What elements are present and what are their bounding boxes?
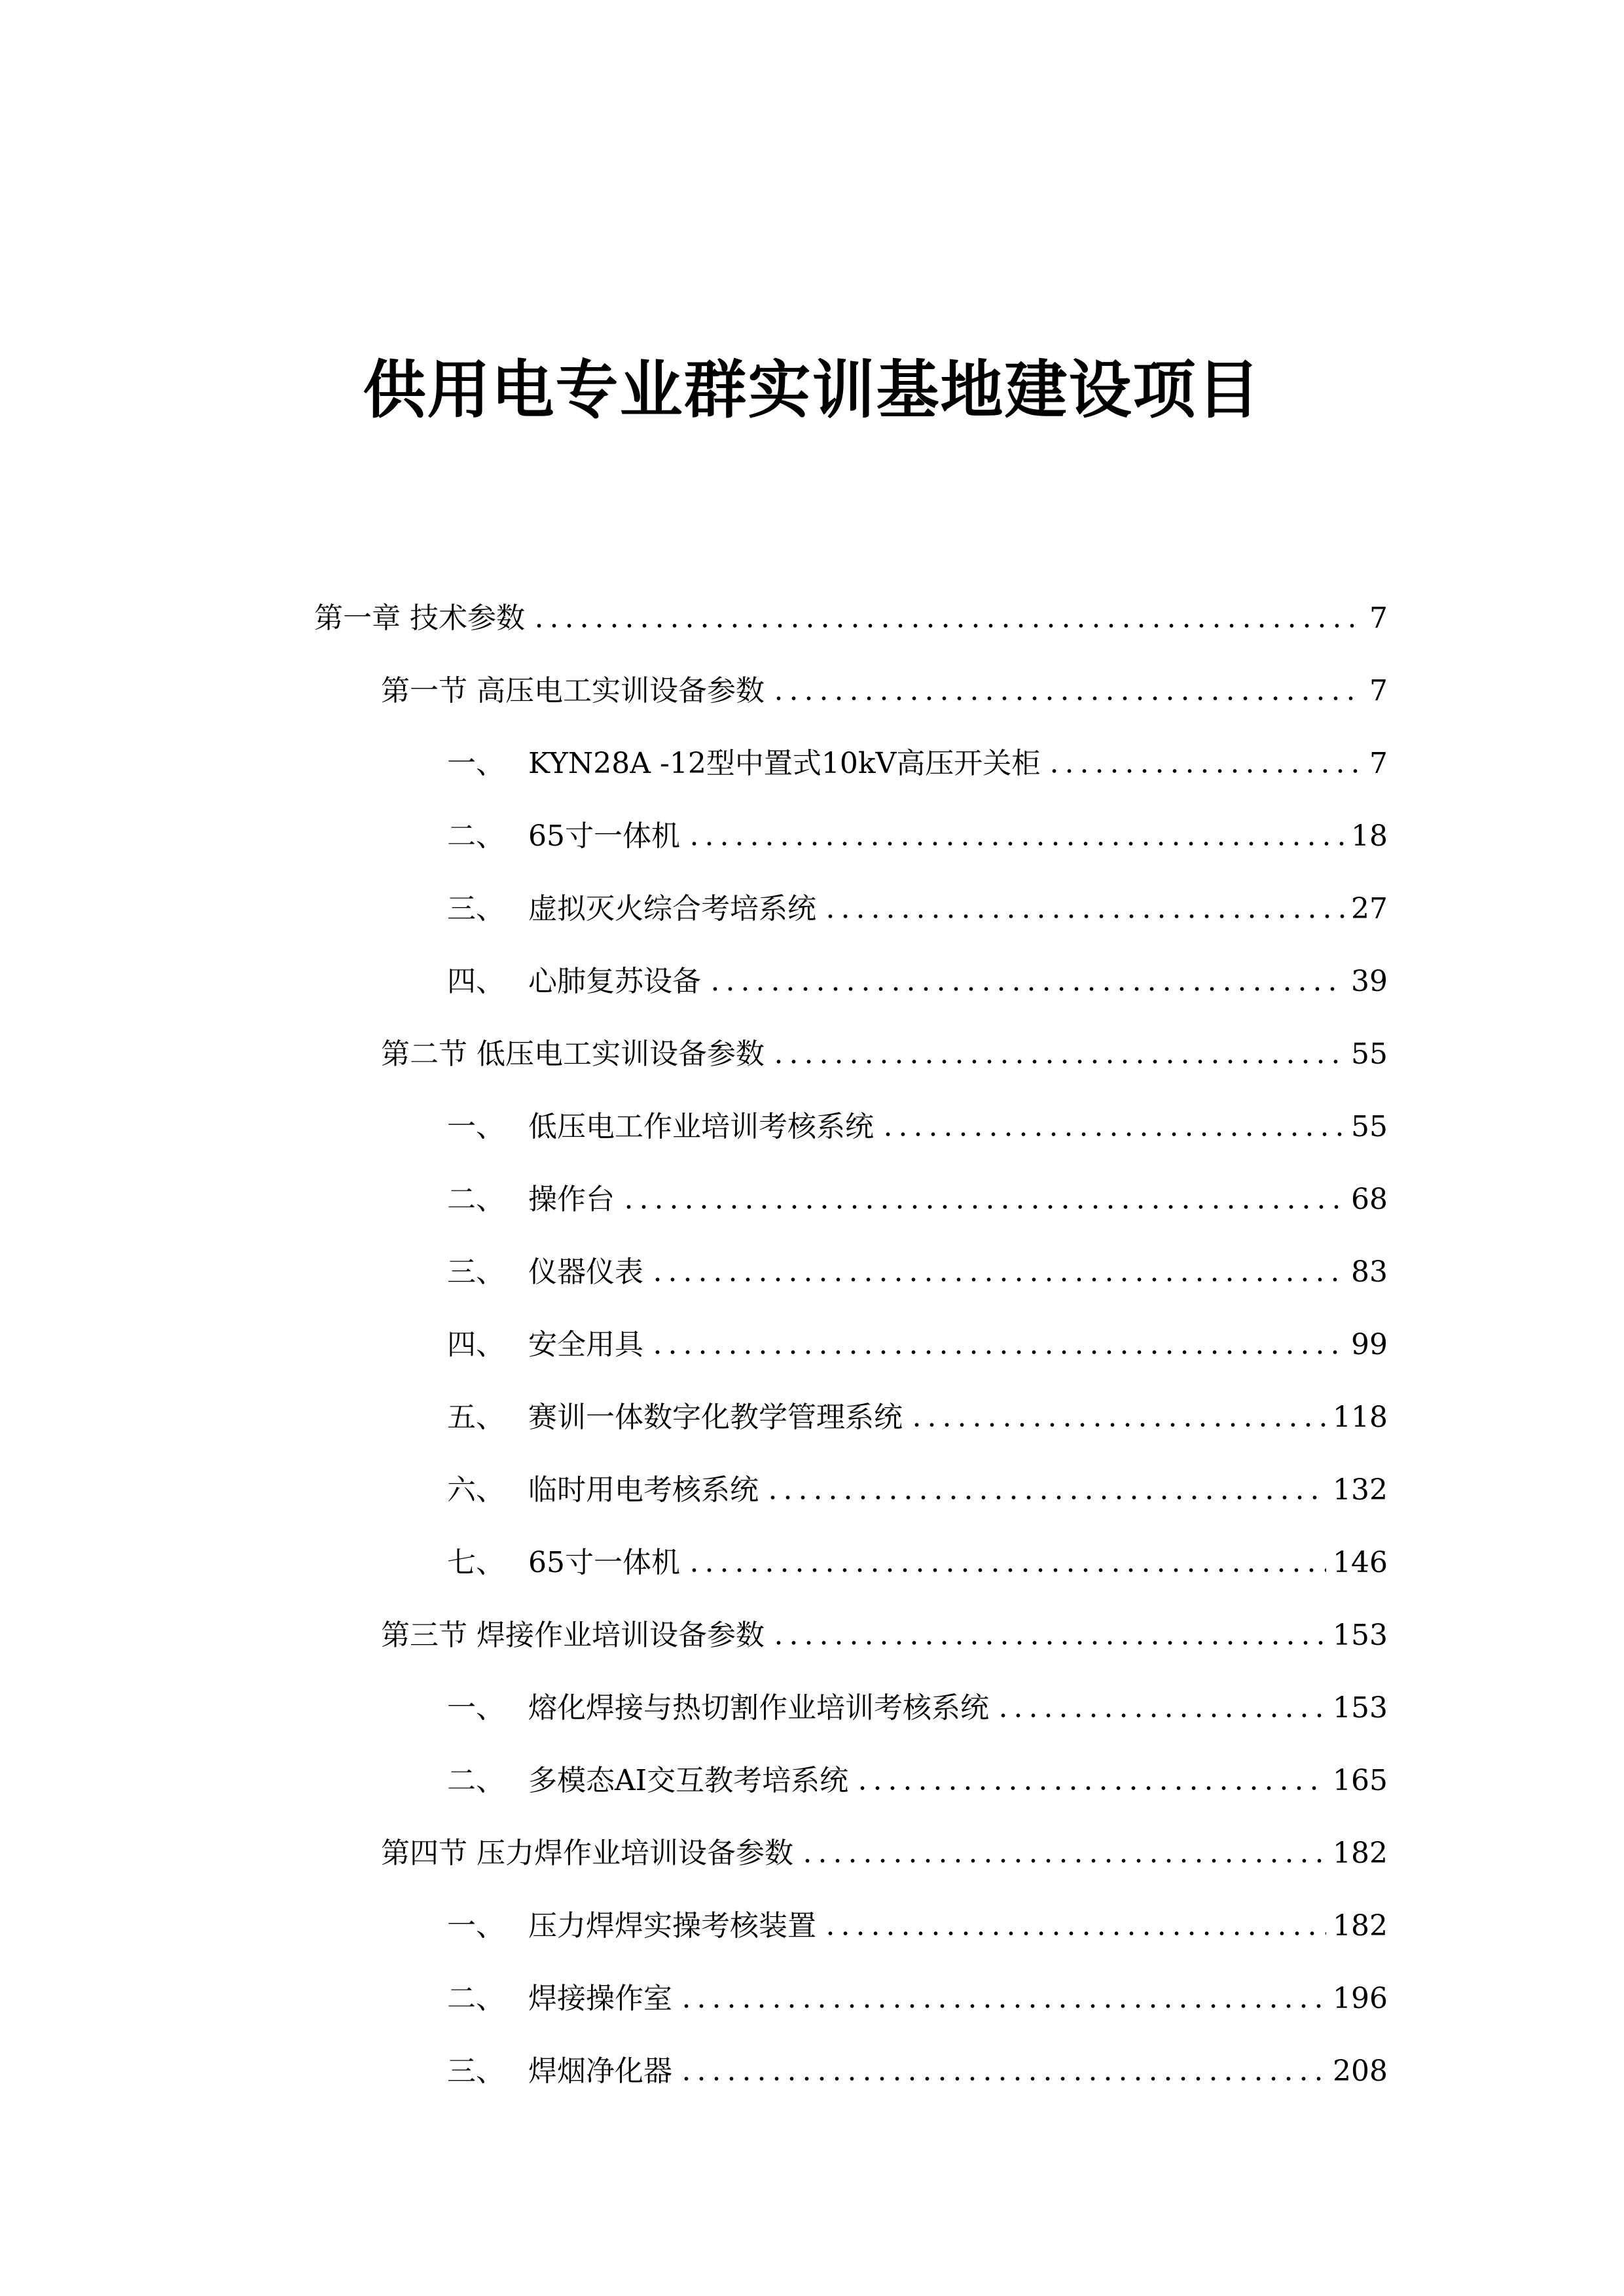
dot-leader — [687, 1567, 1326, 1573]
toc-entry-page-number: 118 — [1333, 1401, 1388, 1434]
dot-leader — [650, 1349, 1344, 1355]
toc-entry[interactable] — [314, 1369, 1388, 1441]
toc-entry-marker: 一、 — [447, 1909, 505, 1943]
toc-entry-label: 第二节 低压电工实训设备参数 — [381, 1037, 765, 1071]
toc-entry[interactable] — [314, 787, 1388, 860]
toc-entry-label: 仪器仪表 — [528, 1255, 643, 1289]
table-of-contents — [314, 569, 1388, 2095]
toc-entry[interactable] — [314, 569, 1388, 642]
toc-entry-marker: 三、 — [447, 2054, 505, 2088]
toc-entry-marker: 三、 — [447, 1255, 505, 1289]
toc-entry-label: 第三节 焊接作业培训设备参数 — [381, 1619, 765, 1652]
toc-entry-page-number: 39 — [1351, 965, 1388, 998]
toc-entry-page-number: 153 — [1333, 1691, 1388, 1725]
toc-entry-page-number: 68 — [1351, 1183, 1388, 1216]
toc-entry[interactable] — [314, 1441, 1388, 1514]
toc-entry-marker: 一、 — [447, 1691, 505, 1725]
toc-entry-page-number: 55 — [1351, 1037, 1388, 1071]
toc-entry-label: KYN28A -12型中置式10kV高压开关柜 — [528, 747, 1041, 780]
toc-entry[interactable] — [314, 1223, 1388, 1296]
toc-entry-page-number: 208 — [1333, 2054, 1388, 2088]
toc-entry-marker: 三、 — [447, 892, 505, 925]
toc-entry-page-number: 196 — [1333, 1982, 1388, 2015]
dot-leader — [650, 1276, 1344, 1283]
dot-leader — [687, 840, 1344, 847]
dot-leader — [771, 695, 1363, 702]
dot-leader — [679, 2003, 1326, 2009]
toc-entry-page-number: 182 — [1333, 1909, 1388, 1943]
toc-entry-page-number: 165 — [1333, 1764, 1388, 1797]
toc-entry-label: 第四节 压力焊作业培训设备参数 — [381, 1837, 793, 1870]
toc-entry-marker: 二、 — [447, 1764, 505, 1797]
toc-entry[interactable] — [314, 642, 1388, 715]
toc-entry-marker: 五、 — [447, 1401, 505, 1434]
toc-entry-page-number: 18 — [1351, 819, 1388, 853]
dot-leader — [679, 2075, 1326, 2082]
toc-entry-page-number: 182 — [1333, 1837, 1388, 1870]
toc-entry-page-number: 146 — [1333, 1546, 1388, 1579]
toc-entry[interactable] — [314, 1296, 1388, 1369]
toc-entry[interactable] — [314, 1005, 1388, 1078]
toc-entry-label: 操作台 — [528, 1183, 615, 1216]
toc-entry-page-number: 83 — [1351, 1255, 1388, 1289]
document-title: 供用电专业群实训基地建设项目 — [363, 353, 1261, 427]
toc-entry-marker: 二、 — [447, 1982, 505, 2015]
toc-entry-page-number: 7 — [1369, 674, 1388, 708]
toc-entry-page-number: 132 — [1333, 1473, 1388, 1507]
toc-entry-page-number: 55 — [1351, 1110, 1388, 1143]
toc-entry-label: 65寸一体机 — [528, 1546, 680, 1579]
toc-entry-marker: 二、 — [447, 1183, 505, 1216]
dot-leader — [771, 1058, 1344, 1065]
toc-entry[interactable] — [314, 1151, 1388, 1223]
toc-entry[interactable] — [314, 1514, 1388, 1587]
toc-entry-label: 压力焊焊实操考核装置 — [528, 1909, 816, 1943]
dot-leader — [996, 1712, 1326, 1719]
dot-leader — [1047, 768, 1363, 774]
toc-entry-marker: 一、 — [447, 747, 505, 780]
dot-leader — [771, 1640, 1326, 1646]
dot-leader — [855, 1785, 1326, 1791]
toc-entry-marker: 一、 — [447, 1110, 505, 1143]
toc-entry[interactable] — [314, 933, 1388, 1005]
toc-entry-label: 焊接操作室 — [528, 1982, 672, 2015]
toc-entry-marker: 四、 — [447, 1328, 505, 1361]
toc-entry-label: 熔化焊接与热切割作业培训考核系统 — [528, 1691, 989, 1725]
toc-entry-label: 安全用具 — [528, 1328, 643, 1361]
dot-leader — [823, 913, 1344, 920]
toc-entry-page-number: 7 — [1369, 601, 1388, 635]
toc-entry[interactable] — [314, 860, 1388, 933]
toc-entry-label: 第一节 高压电工实训设备参数 — [381, 674, 765, 708]
dot-leader — [621, 1204, 1344, 1210]
toc-entry-marker: 六、 — [447, 1473, 505, 1507]
dot-leader — [909, 1422, 1326, 1428]
toc-entry-label: 低压电工作业培训考核系统 — [528, 1110, 874, 1143]
dot-leader — [823, 1930, 1326, 1937]
toc-entry-page-number: 99 — [1351, 1328, 1388, 1361]
toc-entry-marker: 二、 — [447, 819, 505, 853]
toc-entry[interactable] — [314, 1732, 1388, 1804]
toc-entry[interactable] — [314, 715, 1388, 787]
toc-entry-label: 第一章 技术参数 — [314, 601, 525, 635]
toc-entry-label: 65寸一体机 — [528, 819, 680, 853]
toc-entry[interactable] — [314, 1804, 1388, 1877]
toc-entry-page-number: 7 — [1369, 747, 1388, 780]
toc-entry[interactable] — [314, 1659, 1388, 1732]
toc-entry[interactable] — [314, 2022, 1388, 2095]
dot-leader — [880, 1131, 1344, 1138]
toc-entry-label: 虚拟灭火综合考培系统 — [528, 892, 816, 925]
toc-entry[interactable] — [314, 1587, 1388, 1659]
dot-leader — [765, 1494, 1326, 1501]
toc-entry[interactable] — [314, 1078, 1388, 1151]
toc-entry[interactable] — [314, 1950, 1388, 2022]
toc-entry-label: 焊烟净化器 — [528, 2054, 672, 2088]
toc-entry-label: 临时用电考核系统 — [528, 1473, 759, 1507]
dot-leader — [708, 986, 1344, 992]
dot-leader — [532, 622, 1363, 629]
toc-entry-label: 心肺复苏设备 — [528, 965, 701, 998]
toc-entry-label: 赛训一体数字化教学管理系统 — [528, 1401, 903, 1434]
toc-entry[interactable] — [314, 1877, 1388, 1950]
toc-entry-marker: 七、 — [447, 1546, 505, 1579]
toc-entry-page-number: 153 — [1333, 1619, 1388, 1652]
toc-entry-label: 多模态AI交互教考培系统 — [528, 1764, 849, 1797]
dot-leader — [800, 1857, 1326, 1864]
toc-entry-marker: 四、 — [447, 965, 505, 998]
toc-entry-page-number: 27 — [1351, 892, 1388, 925]
